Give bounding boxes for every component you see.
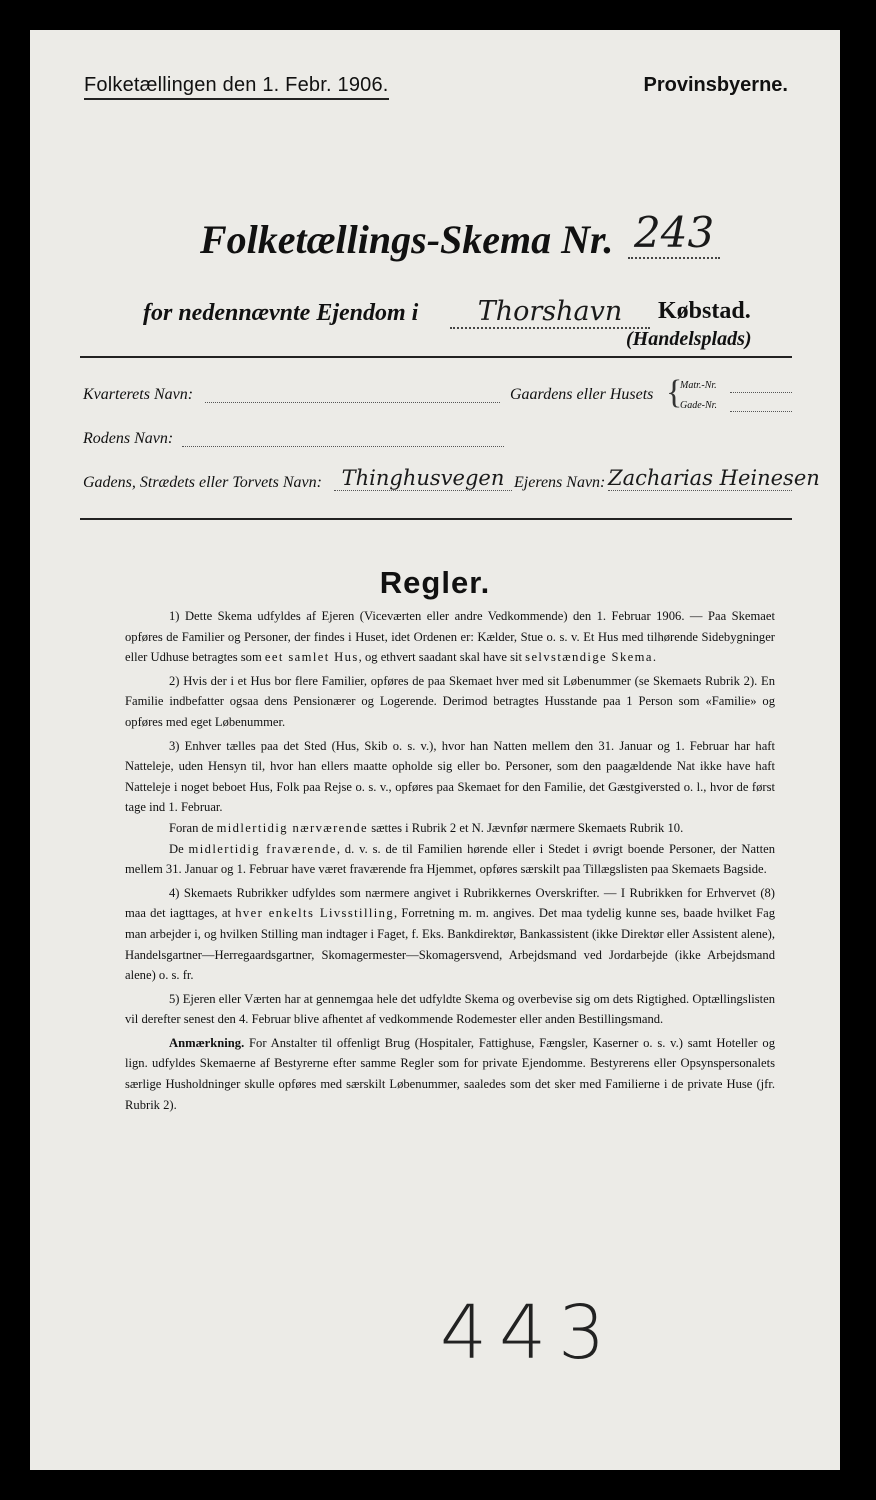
rule-3b: Foran de midlertidig nærværende sættes i Rubrik 2 et N. Jævnfør nærmere Skemaets Rubrik 10. (169, 820, 684, 835)
rule-3c: De midlertidig fraværende, d. v. s. de til Familien hørende eller i Stedet i øvrigt boende Personer, der Natten mellem 31. Januar og 1. Februar have været fraværende fra Hjemmet, opføres særskilt paa Tillægslisten paa Skemaets Bagside. (125, 841, 775, 877)
town-name: Thorshavn (450, 296, 650, 329)
ejer-value: Zacharias Heinesen (608, 466, 820, 490)
gaard-label: Gaardens eller Husets (510, 386, 654, 403)
note: Anmærkning. For Anstalter til offenligt Brug (Hospitaler, Fattighuse, Fængsler, Kaserner o. s. v.) samt Hoteller og lign. udfyldes Skemaerne af Bestyrerne efter samme Regler som for private Ejendomme. Bestyrerens eller Opsynspersonalets særlige Husholdninger skulle opføres med særskilt Løbenummer, saaledes som det sker med Familierne i de private Huse (jfr. Rubrik 2). (125, 1035, 775, 1112)
rules-text (125, 606, 775, 1115)
rule-5: 5) Ejeren eller Værten har at gennemgaa hele det udfyldte Skema og overbevise sig om dets Rigtighed. Optællingslisten vil derefter senest den 4. Februar blive afhentet af vedkommende Rodemester eller anden Bestillingsmand. (125, 991, 775, 1027)
brace-icon: { (666, 374, 683, 411)
divider-top (80, 356, 792, 358)
rule-1: 1) Dette Skema udfyldes af Ejeren (Viceværten eller andre Vedkommende) den 1. Februar 1906. — Paa Skemaet opføres de Familier og Personer, der findes i Huset, idet Ordenen er: Kælder, Stue o. s. v. Et Hus med tilhørende Sidebygninger eller Udhuse betragtes som eet samlet Hus, og ethvert saadant skal have sit selvstændige Skema. (125, 609, 775, 665)
region-header: Provinsbyerne. (643, 74, 788, 96)
kvarter-label: Kvarterets Navn: (83, 386, 194, 403)
kvarter-field (205, 402, 500, 403)
gade-label: Gadens, Strædets eller Torvets Navn: (83, 474, 322, 491)
schema-number: 243 (628, 208, 720, 259)
census-form-sheet (30, 30, 840, 1470)
rules-heading: Regler. (379, 565, 491, 600)
matr-field (730, 392, 792, 393)
form-subtitle: for nedennævnte Ejendom i (143, 300, 419, 326)
matr-label: Matr.-Nr. (680, 380, 717, 391)
gade-nr-label: Gade-Nr. (680, 400, 717, 411)
handelsplads-label: (Handelsplads) (626, 328, 752, 350)
census-date-header: Folketællingen den 1. Febr. 1906. (84, 74, 389, 100)
rule-2: 2) Hvis der i et Hus bor flere Familier, opføres de paa Skemaet hver med sit Løbenummer (se Skemaets Rubrik 2). En Familie indbefatter ogsaa dens Pensionærer og Logerende. Derimod betragtes Husstande paa 1 Person som «Familie» og opføres med eget Løbenummer. (125, 673, 775, 729)
handwritten-page-number: 443 (440, 1290, 618, 1376)
gade-value: Thinghusvegen (334, 466, 512, 491)
ejer-label: Ejerens Navn: (514, 474, 606, 491)
kobstad-label: Købstad. (658, 298, 751, 324)
roden-field (182, 446, 504, 447)
rule-3: 3) Enhver tælles paa det Sted (Hus, Skib o. s. v.), hvor han Natten mellem den 31. Januar og 1. Februar har haft Natteleje, uden Hensyn til, hvor han ellers maatte opholde sig eller bo. Personer, som den paagældende Nat ikke have haft Natteleje i noget beboet Hus, Folk paa Rejse o. s. v., opføres paa Skemaet for den Familie, det Gæstgiversted o. l., hvor de først tage ind 1. Februar. (125, 738, 775, 815)
roden-label: Rodens Navn: (83, 430, 174, 447)
rule-4: 4) Skemaets Rubrikker udfyldes som nærmere angivet i Rubrikkernes Overskrifter. — I Rubrikken for Erhvervet (8) maa det iagttages, at hver enkelts Livsstilling, Forretning m. m. angives. Det maa tydelig kunne ses, baade hvilket Fag man arbejder i, og hvilken Stilling man indtager i Faget, f. Eks. Bankdirektør, Bankassistent (ikke Direktør eller Assistent alene), Handelsgartner—Herregaardsgartner, Skomagermester—Skomagersvend, Arbejdsmand ved Jordarbejde (ikke Arbejdsmand alene) o. s. fr. (125, 885, 776, 983)
gade-nr-field (730, 411, 792, 412)
form-title: Folketællings-Skema Nr. (200, 217, 614, 262)
divider-bottom (80, 518, 792, 520)
